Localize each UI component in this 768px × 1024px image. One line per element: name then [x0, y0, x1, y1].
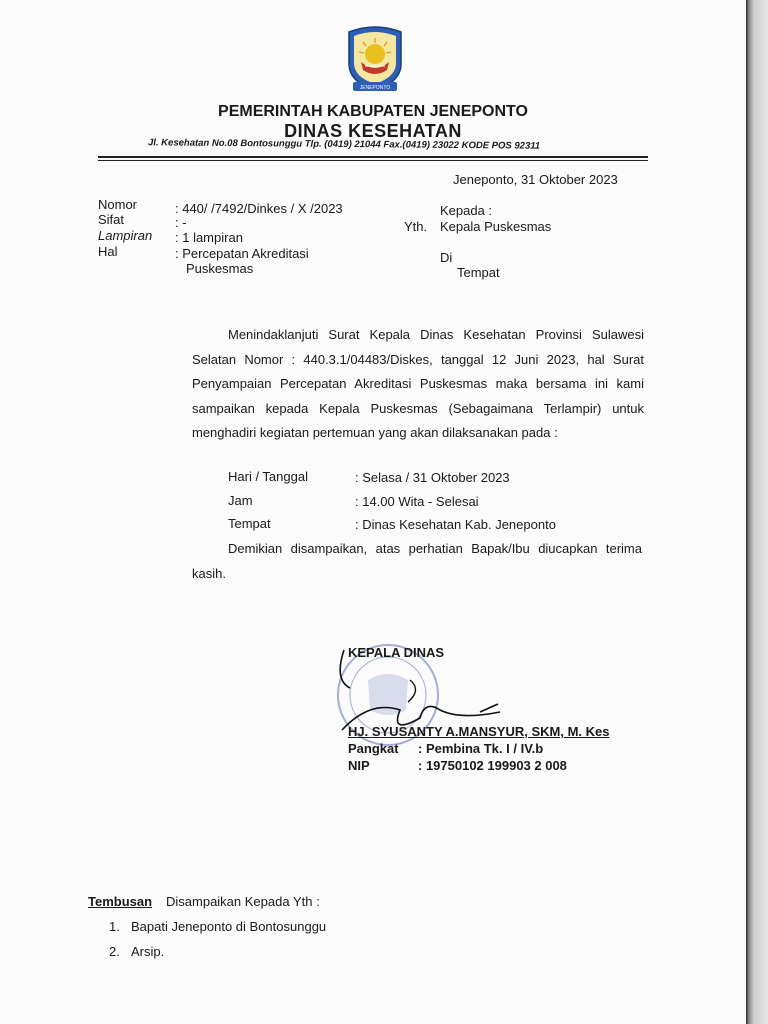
tembusan-item-2: Arsip.	[131, 944, 165, 959]
hal-value: : Percepatan Akreditasi	[175, 246, 309, 261]
tembusan-label: Tembusan	[88, 894, 153, 909]
recipient-name: Kepala Puskesmas	[440, 219, 552, 234]
nip-value: : 19750102 199903 2 008	[418, 758, 567, 773]
nomor-label: Nomor	[98, 197, 138, 212]
tembusan-item-1: Bapati Jeneponto di Bontosunggu	[131, 919, 327, 934]
pangkat-label: Pangkat	[348, 741, 399, 756]
lampiran-label: Lampiran	[98, 228, 153, 243]
hal-label: Hal	[98, 244, 118, 259]
yth-label: Yth.	[404, 219, 428, 234]
header-government-name: PEMERINTAH KABUPATEN JENEPONTO	[218, 103, 528, 120]
header-rule-thin	[98, 160, 648, 161]
tembusan-item-2-number: 2.	[109, 944, 120, 959]
sifat-value: : -	[175, 215, 187, 230]
paper-shadow-edge	[746, 0, 768, 1024]
kepada-label: Kepada :	[440, 203, 493, 218]
nip-label: NIP	[348, 758, 370, 773]
jam-label: Jam	[228, 493, 253, 508]
closing-paragraph: Demikian disampaikan, atas perhatian Bapak/Ibu diucapkan terima kasih.	[192, 541, 642, 581]
tembusan-item-1-number: 1.	[109, 919, 120, 934]
jam-value: : 14.00 Wita - Selesai	[355, 494, 479, 509]
header-agency-name: DINAS KESEHATAN	[284, 121, 462, 141]
hari-label: Hari / Tanggal	[228, 469, 308, 484]
sifat-label: Sifat	[98, 212, 125, 227]
tembusan-intro: Disampaikan Kepada Yth :	[166, 894, 320, 909]
signatory-name: HJ. SYUSANTY A.MANSYUR, SKM, M. Kes	[348, 724, 610, 739]
jeneponto-regency-emblem-icon	[343, 24, 407, 94]
signature-title: KEPALA DINAS	[348, 645, 445, 660]
tempat-label: Tempat	[228, 516, 271, 531]
body-paragraph: Menindaklanjuti Surat Kepala Dinas Kesehatan Provinsi Sulawesi Selatan Nomor : 440.3.1/04483/Diskes, tanggal 12 Juni 2023, hal Surat Penyampaian Percepatan Akreditasi Puskesmas maka bersama ini kami sampaikan kepada Kepala Puskesmas (Sebagaimana Terlampir) untuk menghadiri kegiatan pertemuan yang akan dilaksanakan pada :	[192, 327, 644, 440]
pangkat-value: : Pembina Tk. I / IV.b	[418, 741, 544, 756]
header-rule-thick	[98, 156, 648, 158]
svg-text:JENEPONTO: JENEPONTO	[359, 85, 391, 91]
hal-value-continued: Puskesmas	[186, 261, 254, 276]
nomor-value: : 440/ /7492/Dinkes / X /2023	[175, 201, 343, 216]
tempat-value: : Dinas Kesehatan Kab. Jeneponto	[355, 517, 556, 532]
di-label: Di	[440, 250, 453, 265]
place-date: Jeneponto, 31 Oktober 2023	[453, 172, 618, 187]
lampiran-value: : 1 lampiran	[175, 230, 243, 245]
header-address: Jl. Kesehatan No.08 Bontosunggu Tlp. (0419) 21044 Fax.(0419) 23022 KODE POS 92311	[147, 137, 541, 152]
recipient-place: Tempat	[457, 265, 500, 280]
hari-value: : Selasa / 31 Oktober 2023	[355, 470, 510, 485]
